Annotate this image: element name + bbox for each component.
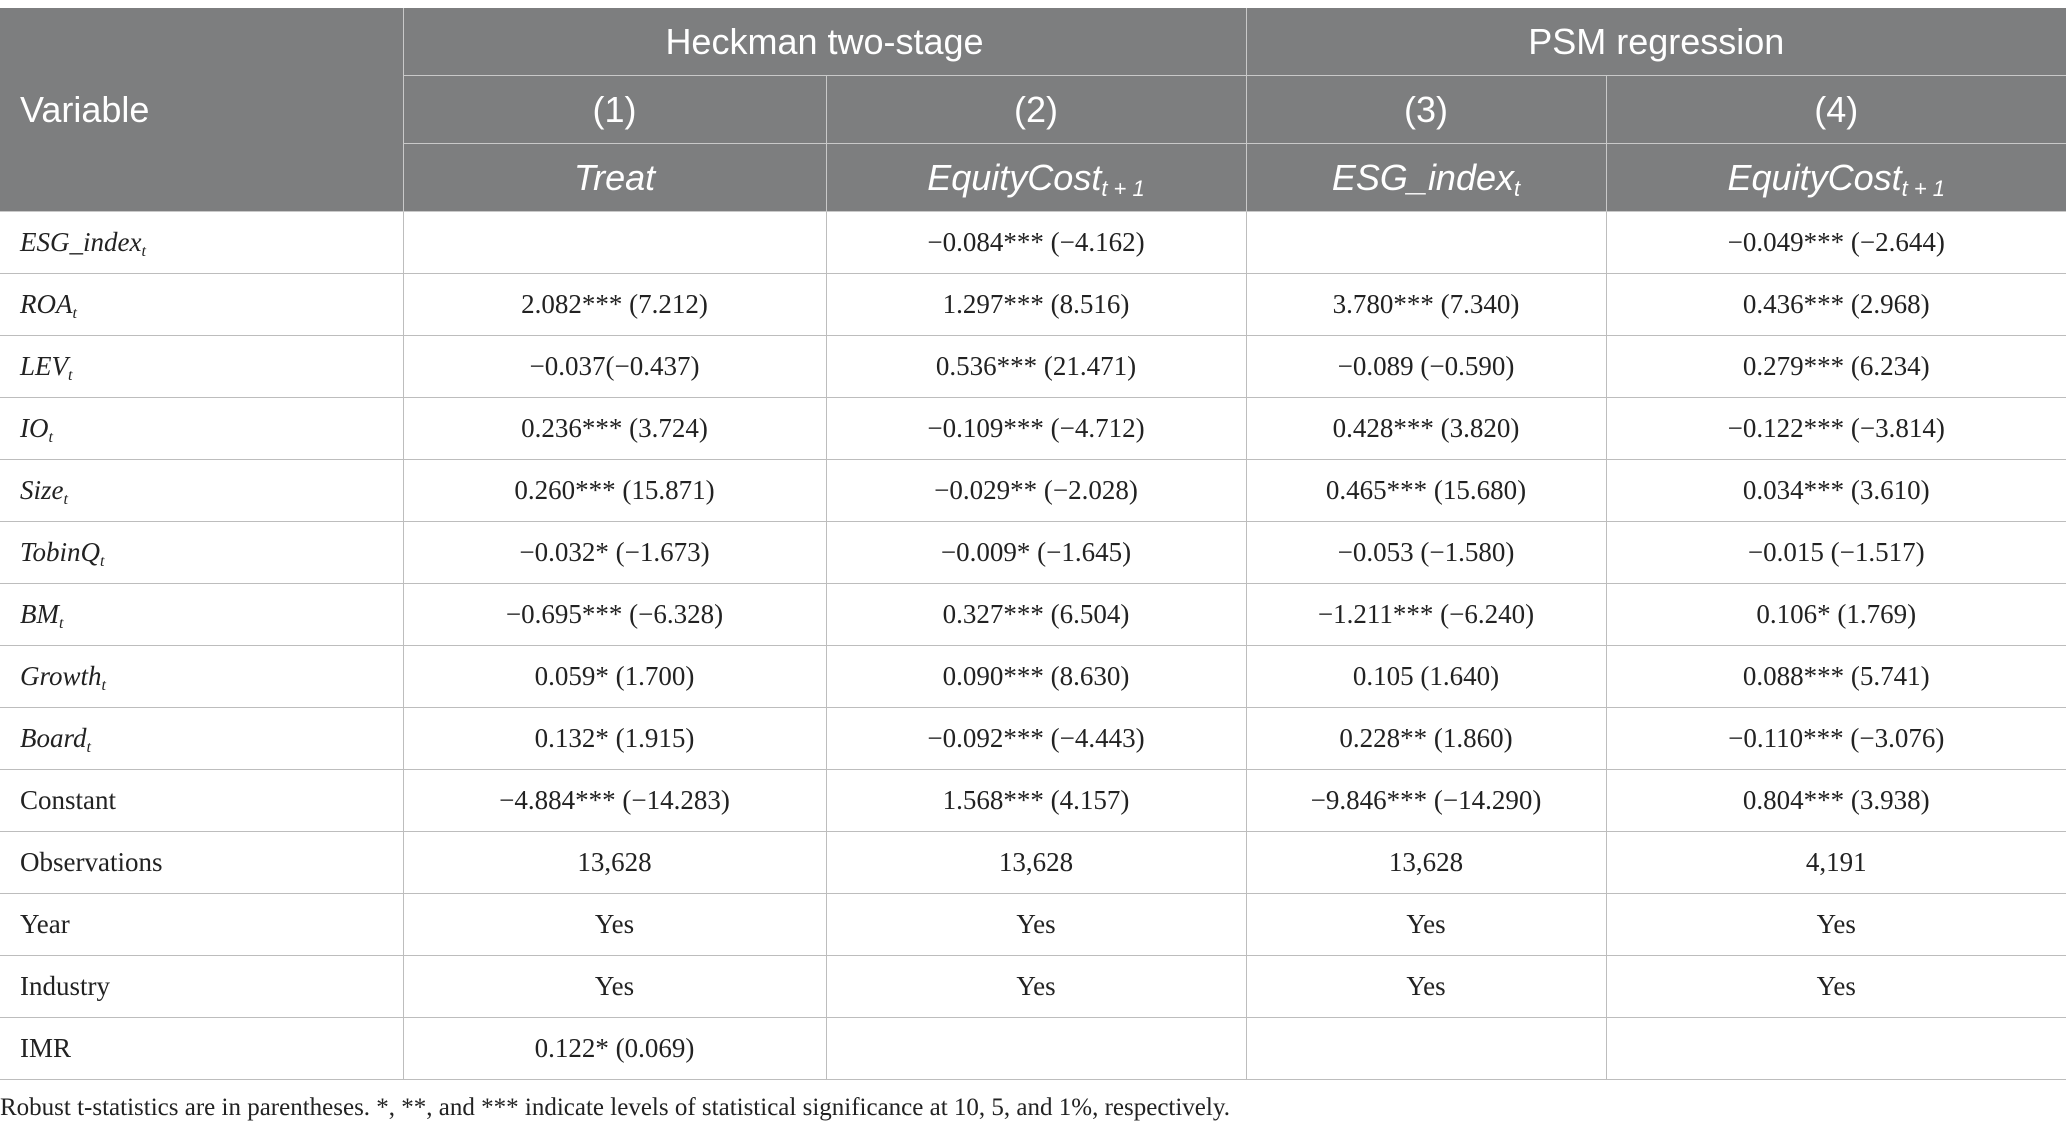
cell-col-4: Yes <box>1606 894 2066 956</box>
cell-col-4: −0.110*** (−3.076) <box>1606 708 2066 770</box>
variable-subscript: t <box>72 305 77 322</box>
variable-name: ESG_index <box>20 227 142 257</box>
variable-subscript: t <box>68 367 73 384</box>
cell-col-1: −0.695*** (−6.328) <box>403 584 826 646</box>
cell-col-2: 0.090*** (8.630) <box>826 646 1246 708</box>
table-body <box>0 212 2066 1080</box>
cell-col-2: −0.029** (−2.028) <box>826 460 1246 522</box>
row-variable <box>0 336 403 398</box>
cell-col-4: 0.088*** (5.741) <box>1606 646 2066 708</box>
cell-col-2: −0.092*** (−4.443) <box>826 708 1246 770</box>
variable-subscript: t <box>58 615 64 632</box>
variable-name: Size <box>20 475 64 505</box>
cell-col-4: 0.279*** (6.234) <box>1606 336 2066 398</box>
cell-col-4: Yes <box>1606 956 2066 1018</box>
col-number-1: (1) <box>403 76 826 144</box>
cell-col-4: 4,191 <box>1606 832 2066 894</box>
cell-col-2: 1.297*** (8.516) <box>826 274 1246 336</box>
table-row <box>0 1018 2066 1080</box>
table-container <box>0 8 2066 1080</box>
variable-name: IO <box>20 413 49 443</box>
cell-col-1: Yes <box>403 894 826 956</box>
cell-col-3: 0.228** (1.860) <box>1246 708 1606 770</box>
cell-col-3: 0.465*** (15.680) <box>1246 460 1606 522</box>
variable-name: Industry <box>20 971 110 1001</box>
cell-col-3: 3.780*** (7.340) <box>1246 274 1606 336</box>
cell-col-1: −0.037(−0.437) <box>403 336 826 398</box>
table-row <box>0 584 2066 646</box>
row-variable <box>0 770 403 832</box>
table-row <box>0 646 2066 708</box>
cell-col-1: 0.122* (0.069) <box>403 1018 826 1080</box>
variable-name: TobinQ <box>20 537 101 567</box>
cell-col-3: −0.089 (−0.590) <box>1246 336 1606 398</box>
row-variable <box>0 956 403 1018</box>
cell-col-1: 2.082*** (7.212) <box>403 274 826 336</box>
table-row <box>0 894 2066 956</box>
row-variable <box>0 1018 403 1080</box>
col-number-2: (2) <box>826 76 1246 144</box>
variable-name: Constant <box>20 785 117 815</box>
cell-col-3: Yes <box>1246 894 1606 956</box>
table-header <box>0 8 2066 212</box>
row-variable <box>0 894 403 956</box>
cell-col-2 <box>826 1018 1246 1080</box>
cell-col-1: 0.236*** (3.724) <box>403 398 826 460</box>
table-row <box>0 212 2066 274</box>
variable-name: Observations <box>20 847 163 877</box>
cell-col-4: 0.436*** (2.968) <box>1606 274 2066 336</box>
cell-col-4 <box>1606 1018 2066 1080</box>
variable-subscript: t <box>63 491 68 508</box>
cell-col-2: −0.109*** (−4.712) <box>826 398 1246 460</box>
cell-col-2: −0.009* (−1.645) <box>826 522 1246 584</box>
row-variable <box>0 398 403 460</box>
heckman-group-header: Heckman two-stage <box>403 8 1246 76</box>
cell-col-1: −0.032* (−1.673) <box>403 522 826 584</box>
variable-name: BM <box>20 599 59 629</box>
dep-var-2: EquityCost$_{t + 1}$ <box>826 144 1246 212</box>
cell-col-3: −1.211*** (−6.240) <box>1246 584 1606 646</box>
cell-col-3: 0.428*** (3.820) <box>1246 398 1606 460</box>
dep-var-4: EquityCost$_{t + 1}$ <box>1606 144 2066 212</box>
row-variable <box>0 274 403 336</box>
cell-col-1: 13,628 <box>403 832 826 894</box>
variable-subscript: t <box>100 553 105 570</box>
cell-col-4: 0.106* (1.769) <box>1606 584 2066 646</box>
row-variable <box>0 832 403 894</box>
cell-col-2: Yes <box>826 894 1246 956</box>
cell-col-4: −0.049*** (−2.644) <box>1606 212 2066 274</box>
variable-subscript: t <box>48 429 53 446</box>
cell-col-1: Yes <box>403 956 826 1018</box>
cell-col-1: 0.132* (1.915) <box>403 708 826 770</box>
cell-col-3: −9.846*** (−14.290) <box>1246 770 1606 832</box>
cell-col-2: 13,628 <box>826 832 1246 894</box>
row-variable <box>0 522 403 584</box>
table-row <box>0 522 2066 584</box>
cell-col-2: −0.084*** (−4.162) <box>826 212 1246 274</box>
variable-subscript: t <box>101 677 106 694</box>
cell-col-4: 0.804*** (3.938) <box>1606 770 2066 832</box>
cell-col-4: 0.034*** (3.610) <box>1606 460 2066 522</box>
row-variable <box>0 460 403 522</box>
cell-col-1: 0.059* (1.700) <box>403 646 826 708</box>
cell-col-3: −0.053 (−1.580) <box>1246 522 1606 584</box>
table-row <box>0 832 2066 894</box>
cell-col-4: −0.122*** (−3.814) <box>1606 398 2066 460</box>
variable-name: ROA <box>20 289 73 319</box>
variable-name: Growth <box>20 661 102 691</box>
table-row <box>0 274 2066 336</box>
variable-header: Variable <box>0 8 403 212</box>
table-row <box>0 336 2066 398</box>
cell-col-1: 0.260*** (15.871) <box>403 460 826 522</box>
cell-col-3 <box>1246 212 1606 274</box>
cell-col-3: 0.105 (1.640) <box>1246 646 1606 708</box>
variable-subscript: t <box>141 243 146 260</box>
psm-group-header: PSM regression <box>1246 8 2066 76</box>
table-row <box>0 956 2066 1018</box>
dep-var-1: Treat <box>403 144 826 212</box>
cell-col-2: Yes <box>826 956 1246 1018</box>
cell-col-3 <box>1246 1018 1606 1080</box>
row-variable <box>0 646 403 708</box>
cell-col-2: 0.536*** (21.471) <box>826 336 1246 398</box>
cell-col-2: 0.327*** (6.504) <box>826 584 1246 646</box>
row-variable <box>0 584 403 646</box>
table-row <box>0 460 2066 522</box>
table-footnote: Robust t-statistics are in parentheses. *, **, and *** indicate levels of statistical significance at 10, 5, and 1%, respectively. <box>0 1094 1230 1121</box>
cell-col-3: Yes <box>1246 956 1606 1018</box>
variable-subscript: t <box>86 739 91 756</box>
cell-col-3: 13,628 <box>1246 832 1606 894</box>
table-row <box>0 770 2066 832</box>
variable-name: Board <box>20 723 87 753</box>
variable-name: IMR <box>20 1033 72 1063</box>
cell-col-1: −4.884*** (−14.283) <box>403 770 826 832</box>
dep-var-3: ESG_index$_t$ <box>1246 144 1606 212</box>
col-number-4: (4) <box>1606 76 2066 144</box>
variable-name: Year <box>20 909 70 939</box>
table-row <box>0 398 2066 460</box>
cell-col-4: −0.015 (−1.517) <box>1606 522 2066 584</box>
row-variable <box>0 708 403 770</box>
variable-name: LEV <box>20 351 69 381</box>
regression-table <box>0 8 2066 1080</box>
cell-col-2: 1.568*** (4.157) <box>826 770 1246 832</box>
cell-col-1 <box>403 212 826 274</box>
col-number-3: (3) <box>1246 76 1606 144</box>
table-row <box>0 708 2066 770</box>
row-variable <box>0 212 403 274</box>
